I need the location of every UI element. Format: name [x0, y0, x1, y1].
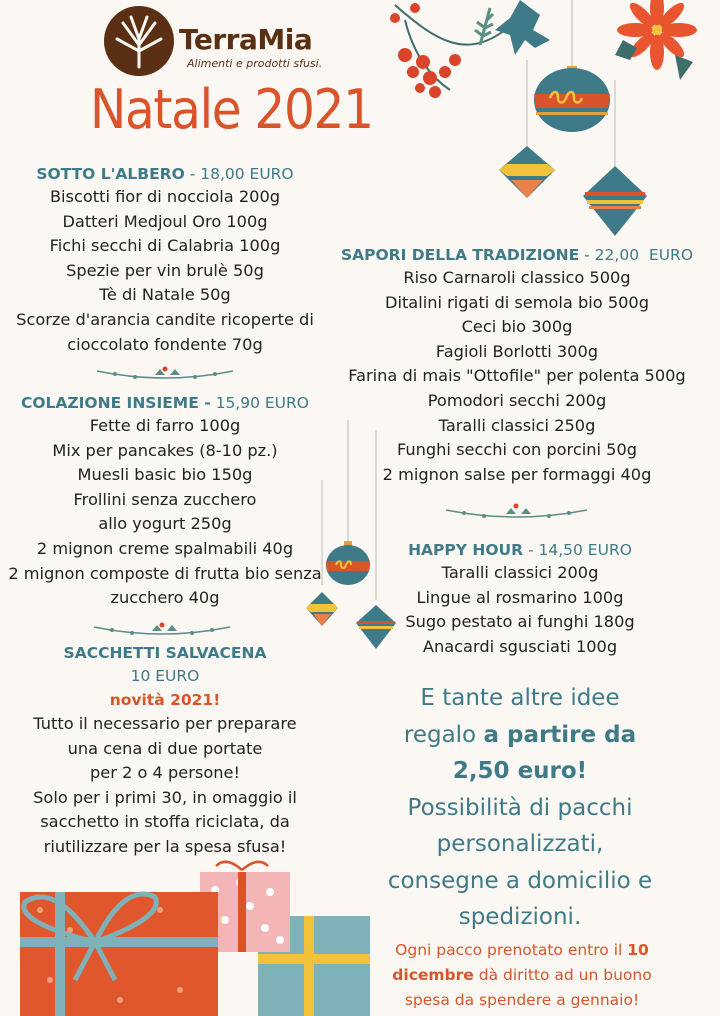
- section-salvacena: [0, 642, 330, 860]
- list-item: allo yogurt 250g: [98, 514, 232, 534]
- list-item: Scorze d'arancia candite ricoperte di: [16, 309, 314, 329]
- booking-note: [362, 938, 682, 1013]
- section-happy-hour: [340, 539, 700, 659]
- package-price: - 22,00 EURO: [579, 246, 694, 264]
- promo-line: Possibilità di pacchi: [407, 794, 633, 821]
- gift-boxes-decoration: [0, 850, 380, 1016]
- list-item: Pomodori secchi 200g: [427, 390, 607, 410]
- package-name: COLAZIONE INSIEME -: [20, 394, 211, 412]
- note-date: 10: [627, 941, 649, 959]
- list-item: Taralli classici 200g: [441, 563, 599, 582]
- note-text: Ogni pacco prenotato entro il: [395, 941, 628, 959]
- list-item: riutilizzare per la spesa sfusa!: [43, 836, 287, 856]
- list-item: cioccolato fondente 70g: [67, 334, 263, 354]
- section-heading: [340, 539, 700, 561]
- list-item: per 2 o 4 persone!: [90, 763, 240, 783]
- list-item: Anacardi sgusciati 100g: [422, 636, 618, 656]
- package-price: - 14,50 EURO: [523, 541, 632, 559]
- list-item: Farina di mais "Ottofile" per polenta 500g: [348, 366, 686, 386]
- package-price: 10 EURO: [130, 667, 200, 685]
- list-item: sacchetto in stoffa riciclata, da: [40, 812, 290, 832]
- package-name: SOTTO L'ALBERO: [36, 165, 185, 183]
- section-colazione: [0, 392, 330, 611]
- list-item: una cena di due portate: [67, 738, 263, 758]
- garland-divider-2: [92, 613, 232, 641]
- list-item: Tutto il necessario per preparare: [33, 714, 297, 733]
- list-item: Riso Carnaroli classico 500g: [403, 268, 631, 287]
- note-text: dà diritto ad un buono: [473, 966, 652, 984]
- package-name: SAPORI DELLA TRADIZIONE: [340, 246, 580, 264]
- note-date: dicembre: [392, 966, 474, 984]
- section-heading: [0, 392, 330, 414]
- list-item: Spezie per vin brulè 50g: [66, 260, 264, 280]
- list-item: zucchero 40g: [110, 588, 220, 608]
- garland-divider-3: [444, 496, 589, 524]
- section-sotto-albero: [0, 163, 330, 357]
- list-item: Fagioli Borlotti 300g: [435, 341, 599, 361]
- logo-name: TerraMia: [179, 23, 313, 56]
- list-item: Fichi secchi di Calabria 100g: [49, 236, 281, 256]
- list-item: Solo per i primi 30, in omaggio il: [33, 787, 297, 807]
- list-item: Ditalini rigati di semola bio 500g: [384, 292, 649, 312]
- list-item: Datteri Medjoul Oro 100g: [62, 211, 268, 231]
- list-item: Sugo pestato ai funghi 180g: [405, 612, 635, 632]
- section-heading: [0, 163, 330, 185]
- item-list: [0, 185, 330, 357]
- item-list: [340, 561, 700, 659]
- list-item: Frollini senza zucchero: [73, 489, 257, 509]
- list-item: 2 mignon salse per formaggi 40g: [382, 464, 652, 484]
- note-line: [362, 963, 682, 988]
- note-line: spesa da spendere a gennaio!: [404, 991, 640, 1009]
- section-heading: [332, 244, 702, 266]
- promo-line: E tante altre idee: [420, 685, 620, 711]
- logo-tagline: Alimenti e prodotti sfusi.: [187, 57, 323, 70]
- package-name: SACCHETTI SALVACENA: [63, 644, 267, 662]
- list-item: 2 mignon creme spalmabili 40g: [36, 538, 294, 558]
- page-title: Natale 2021: [90, 78, 373, 141]
- package-price: 15,90 EURO: [210, 394, 309, 412]
- package-name: HAPPY HOUR: [408, 541, 524, 559]
- list-item: Ceci bio 300g: [461, 317, 573, 337]
- item-list: [0, 712, 330, 860]
- garland-divider-1: [95, 357, 235, 385]
- list-item: Mix per pancakes (8-10 pz.): [52, 440, 278, 460]
- logo-emblem-icon: [103, 5, 175, 77]
- list-item: Tè di Natale 50g: [99, 285, 231, 305]
- promo-line: [355, 717, 685, 754]
- note-line: [362, 938, 682, 963]
- package-price: - 18,00 EURO: [184, 165, 294, 183]
- promo-line: personalizzati,: [436, 831, 604, 857]
- list-item: Funghi secchi con porcini 50g: [396, 440, 638, 460]
- item-list: [0, 414, 330, 611]
- list-item: Fette di farro 100g: [89, 416, 241, 435]
- list-item: Taralli classici 250g: [438, 415, 596, 435]
- list-item: Lingue al rosmarino 100g: [416, 587, 624, 607]
- promo-highlight: a partire da: [483, 721, 637, 748]
- list-item: Muesli basic bio 150g: [77, 465, 253, 485]
- promo-price: 2,50 euro!: [452, 758, 588, 784]
- promo-line: spedizioni.: [458, 904, 582, 930]
- list-item: Biscotti fior di nocciola 200g: [49, 187, 281, 206]
- promo-line: consegne a domicilio e: [387, 867, 653, 894]
- holly-decoration: [375, 0, 720, 250]
- section-sapori: [332, 244, 702, 487]
- logo: [103, 5, 323, 77]
- promo-text: [355, 680, 685, 936]
- promo-text-part: regalo: [403, 721, 484, 748]
- item-list: [332, 266, 702, 487]
- list-item: 2 mignon composte di frutta bio senza: [8, 563, 322, 583]
- novelty-badge: novità 2021!: [109, 691, 221, 709]
